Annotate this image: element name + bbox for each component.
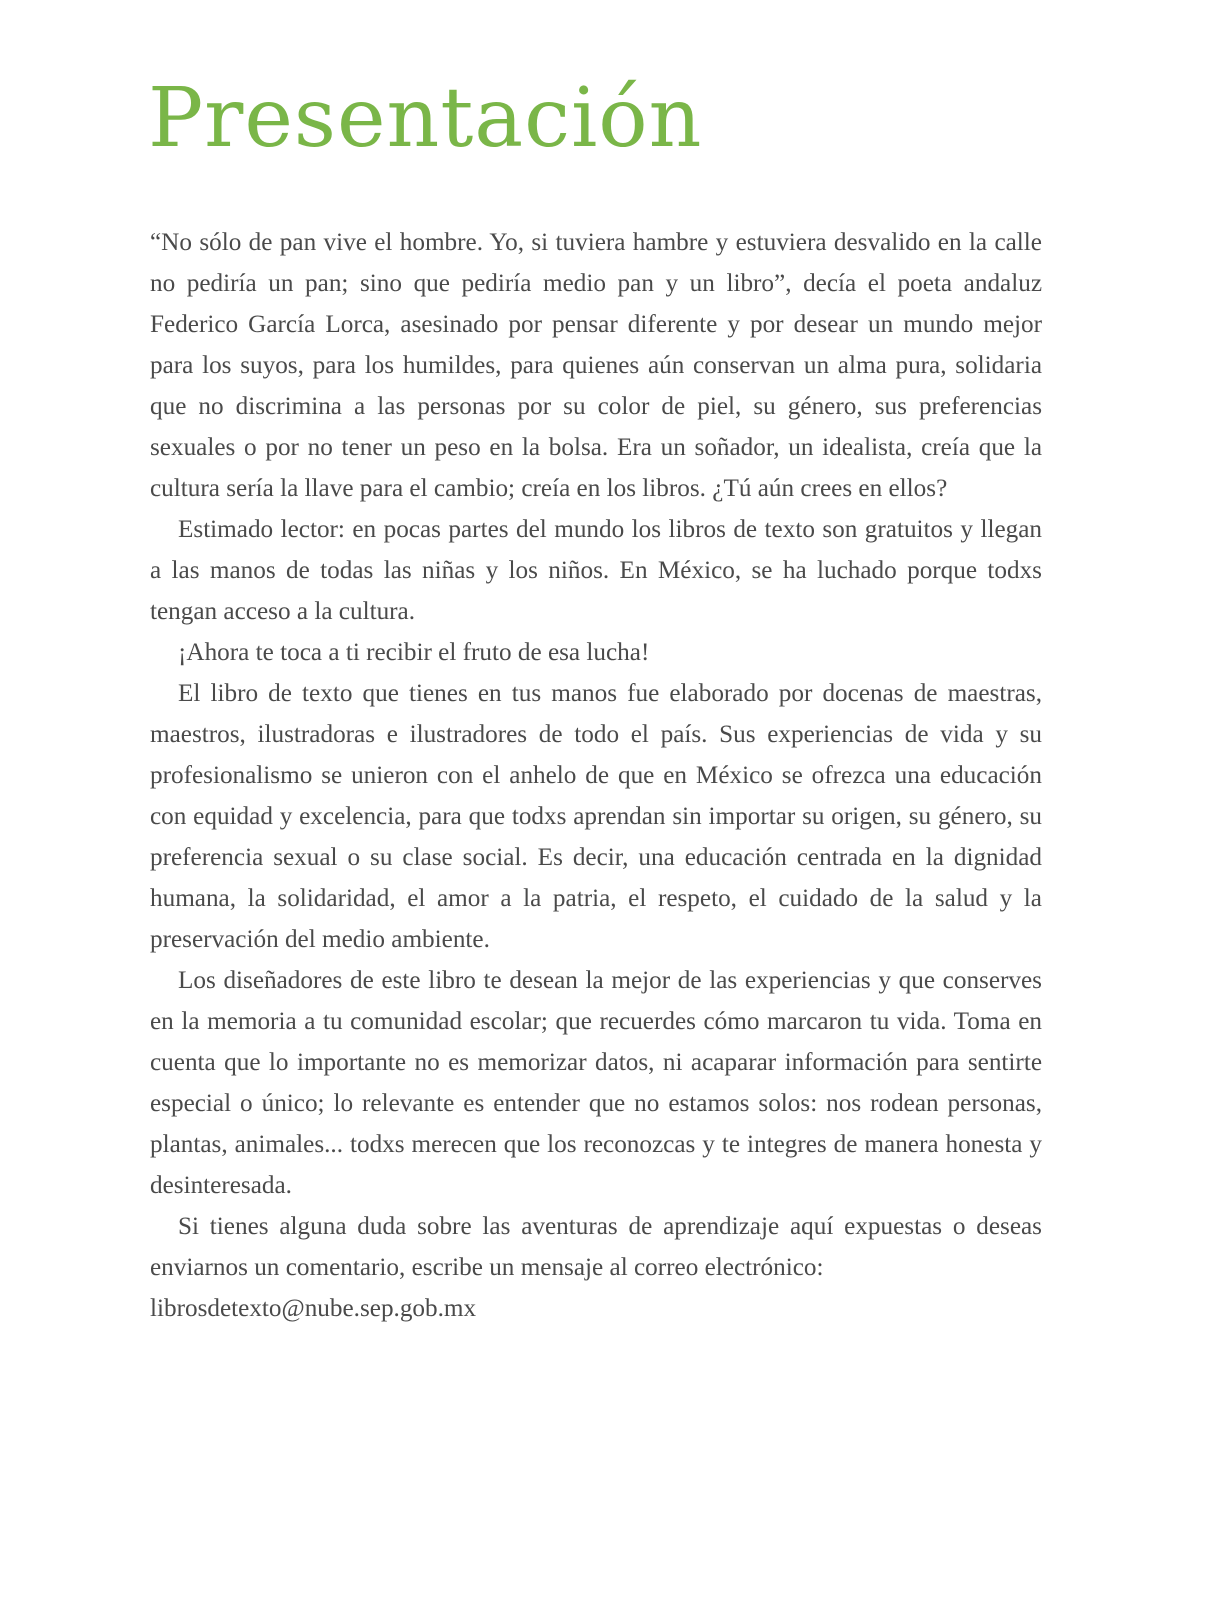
paragraph-contacto [150, 1206, 1042, 1329]
paragraph-libro-de-texto: El libro de texto que tienes en tus manos fue elaborado por docenas de maestras, maestros, ilustradoras e ilustradores de todo el país. Sus experiencias de vida y su profesionalismo se unieron con el anhelo de que en México se ofrezca una educación con equidad y excelencia, para que todxs aprendan sin importar su origen, su género, su preferencia sexual o su clase social. Es decir, una educación centrada en la dignidad humana, la solidaridad, el amor a la patria, el respeto, el cuidado de la salud y la preservación del medio ambiente. [150, 680, 1042, 953]
paragraph-ahora-te-toca: ¡Ahora te toca a ti recibir el fruto de esa lucha! [178, 639, 650, 666]
contact-email: librosdetexto@nube.sep.gob.mx [150, 1295, 477, 1322]
contact-text: Si tienes alguna duda sobre las aventuras de aprendizaje aquí expuestas o deseas enviarnos un comentario, escribe un mensaje al correo electrónico: [150, 1213, 1042, 1281]
body-text [150, 222, 1042, 1329]
paragraph-disenadores: Los diseñadores de este libro te desean la mejor de las experiencias y que conserves en la memoria a tu comunidad escolar; que recuerdes cómo marcaron tu vida. Toma en cuenta que lo importante no es memorizar datos, ni acaparar información para sentirte especial o único; lo relevante es entender que no estamos solos: nos rodean personas, plantas, animales... todxs merecen que los reconozcas y te integres de manera honesta y desinteresada. [150, 967, 1042, 1199]
page-title: Presentación [148, 71, 703, 166]
paragraph-intro-quote: “No sólo de pan vive el hombre. Yo, si tuviera hambre y estuviera desvalido en la calle no pediría un pan; sino que pediría medio pan y un libro”, decía el poeta andaluz Federico García Lorca, asesinado por pensar diferente y por desear un mundo mejor para los suyos, para los humildes, para quienes aún conservan un alma pura, solidaria que no discrimina a las personas por su color de piel, su género, sus preferencias sexuales o por no tener un peso en la bolsa. Era un soñador, un idealista, creía que la cultura sería la llave para el cambio; creía en los libros. ¿Tú aún crees en ellos? [150, 229, 1042, 502]
paragraph-estimado-lector: Estimado lector: en pocas partes del mundo los libros de texto son gratuitos y llegan a las manos de todas las niñas y los niños. En México, se ha luchado porque todxs tengan acceso a la cultura. [150, 516, 1042, 625]
